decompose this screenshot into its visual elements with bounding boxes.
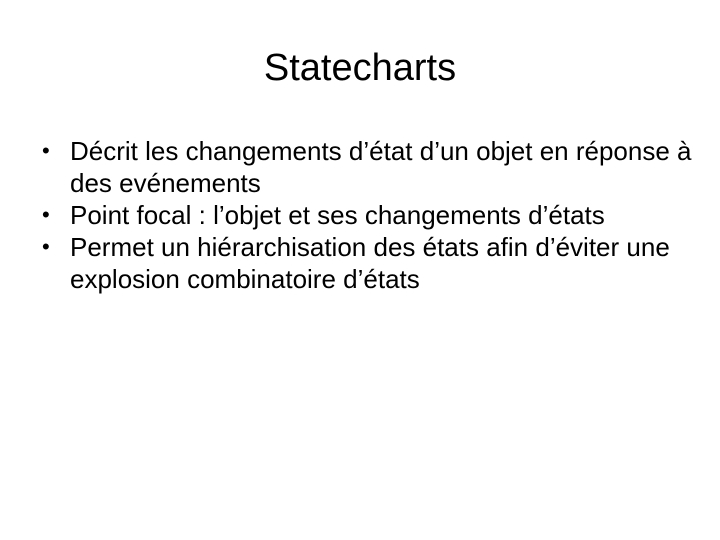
bullet-icon: • (42, 138, 50, 163)
bullet-item (36, 231, 696, 295)
bullet-icon: • (42, 202, 50, 227)
bullet-text: Décrit les changements d’état d’un objet en réponse à des evénements (70, 136, 692, 198)
bullet-icon: • (42, 234, 50, 259)
slide-title: Statecharts (263, 47, 457, 89)
bullet-item (36, 199, 696, 231)
bullet-item (36, 135, 696, 199)
bullet-list (36, 135, 696, 295)
bullet-text: Permet un hiérarchisation des états afin d’éviter une explosion combinatoire d’états (70, 232, 670, 294)
bullet-text: Point focal : l’objet et ses changements d’états (70, 200, 605, 230)
